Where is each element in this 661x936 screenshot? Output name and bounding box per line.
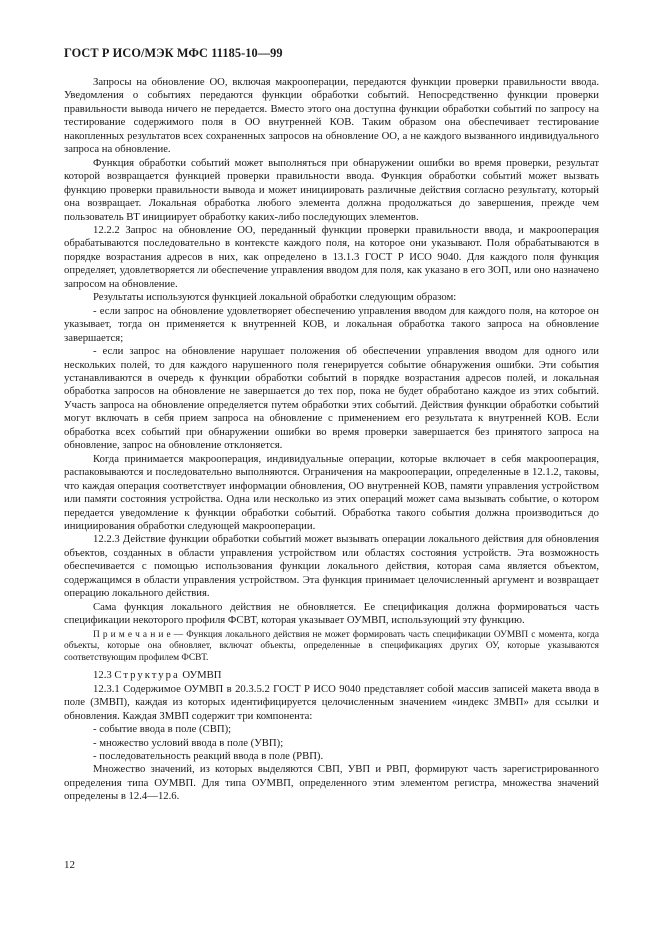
paragraph: Функция обработки событий может выполняться при обнаружении ошибки во время проверки, результат которой возвращается функцией проверки правильности ввода. Функция обработки событий может вызвать функцию проверки правильности вывода и может инициировать различные действия согласно результату, который она возвращает. Локальная обработка любого элемента должна продолжаться до завершения, прежде чем пользователь ВТ инициирует обработку каких-либо последующих элементов.: [64, 156, 599, 223]
note-label: П р и м е ч а н и е —: [93, 629, 184, 640]
section-title-spaced: Структура: [114, 669, 180, 682]
paragraph: Сама функция локального действия не обновляется. Ее спецификация должна формироваться часть спецификации некоторого профиля ФСВТ, которая указывает ОУМВП, использующий эту функцию.: [64, 600, 599, 627]
note-text: Функция локального действия не может формировать часть спецификации ОУМВП с момента, когда объекты, которые она обновляет, включат объекты, определенные в спецификациях других ОУ, которые указываются соответствующим профилем ФСВТ.: [64, 629, 600, 664]
list-item: - если запрос на обновление нарушает положения об обеспечении управления вводом для одного или нескольких полей, то для каждого нарушенного поля генерируется событие обнаружения ошибки. Эти события устанавливаются в очередь к функции обработки событий в порядке возрастания адресов полей, и локальная обработка запросов на обновление не завершается до тех пор, пока не будет обработано каждое из этих событий. Участь запроса на обновление определяется путем обработки этих событий. Действия функции обработки событий могут включать в себя прием запроса на обновление с применением его результата к внутренней КОВ. Если обработка всех событий при обнаружении ошибки во время проверки завершается без принятого запроса на обновление, запрос на обновление отклоняется.: [64, 345, 599, 452]
list-item: - последовательность реакций ввода в поле (РВП).: [93, 750, 324, 763]
paragraph: Запросы на обновление ОО, включая макрооперации, передаются функции проверки правильности ввода. Уведомления о событиях передаются функции обработки событий. Непосредственно функции проверки правильности вывода ничего не передается. Вместо этого она доступна функции обработки событий по запросу на тестирование содержимого поля в ОО внутренней КОВ. Таким образом она обеспечивает тестирование накопленных результатов всех сохраненных запросов на обновление ОО, а не каждого вызванного индивидуального запроса на обновление.: [64, 76, 599, 156]
document-header: ГОСТ Р ИСО/МЭК МФС 11185-10—99: [64, 46, 283, 60]
paragraph: Множество значений, из которых выделяются СВП, УВП и РВП, формируют часть зарегистрированного определения типа ОУМВП. Для типа ОУМВП, определенного этим элементом регистра, множества значений определены в 12.4—12.6.: [64, 763, 599, 803]
note: [64, 630, 599, 666]
page-number: 12: [64, 859, 75, 871]
paragraph: 12.2.3 Действие функции обработки событий может вызывать операции локального действия для обновления объектов, созданных в области управления устройством или областях состояния устройств. Эта возможность обеспечивается с помощью использования функции локального действия, которая сама является объектом, содержащимся в области управления устройством. Эта функция принимает целочисленный аргумент и возвращает операцию локального действия.: [64, 533, 599, 600]
paragraph: Когда принимается макрооперация, индивидуальные операции, которые включает в себя макрооперация, распаковываются и последовательно выполняются. Ограничения на макрооперации, определенные в 12.1.2, таковы, что каждая операция соответствует информации обновления, ОО внутренней КОВ, памяти управления устройством или памяти состояния устройства. Одна или несколько из этих операций может сама вызывать событие, о котором передается уведомление к функции обработки событий. Обработка такого события должна производиться до инициирования обработки следующей макрооперации.: [64, 452, 599, 532]
section-title-rest: ОУМВП: [182, 669, 222, 682]
paragraph: 12.2.2 Запрос на обновление ОО, переданный функции проверки правильности ввода, и макрооперация обрабатываются последовательно в контексте каждого поля, на которое они указывают. Поля обрабатываются в порядке возрастания адресов в них, как определено в 13.1.3 ГОСТ Р ИСО 9040. Для каждого поля функция определяет, удовлетворяется ли обеспечение управления вводом для поля, как указано в его ЗОП, или оно назначено запросом на обновление.: [64, 223, 599, 290]
section-number: 12.3: [93, 669, 112, 682]
page-body: [64, 76, 599, 804]
section-heading: [64, 669, 599, 682]
paragraph: 12.3.1 Содержимое ОУМВП в 20.3.5.2 ГОСТ Р ИСО 9040 представляет собой массив записей макета ввода в поле (ЗМВП), каждая из которых идентифицируется целочисленным значением «индекс ЗМВП» для ссылки и обновления. Каждая ЗМВП содержит три компонента:: [64, 682, 599, 722]
list-item: - множество условий ввода в поле (УВП);: [93, 736, 284, 749]
paragraph: Результаты используются функцией локальной обработки следующим образом:: [93, 291, 457, 304]
list-item: - если запрос на обновление удовлетворяет обеспечению управления вводом для каждого поля, на которое он указывает, тогда он применяется к внутренней КОВ, и локальная обработка такого запроса на обновление завершается;: [64, 304, 599, 344]
list-item: - событие ввода в поле (СВП);: [93, 723, 232, 736]
